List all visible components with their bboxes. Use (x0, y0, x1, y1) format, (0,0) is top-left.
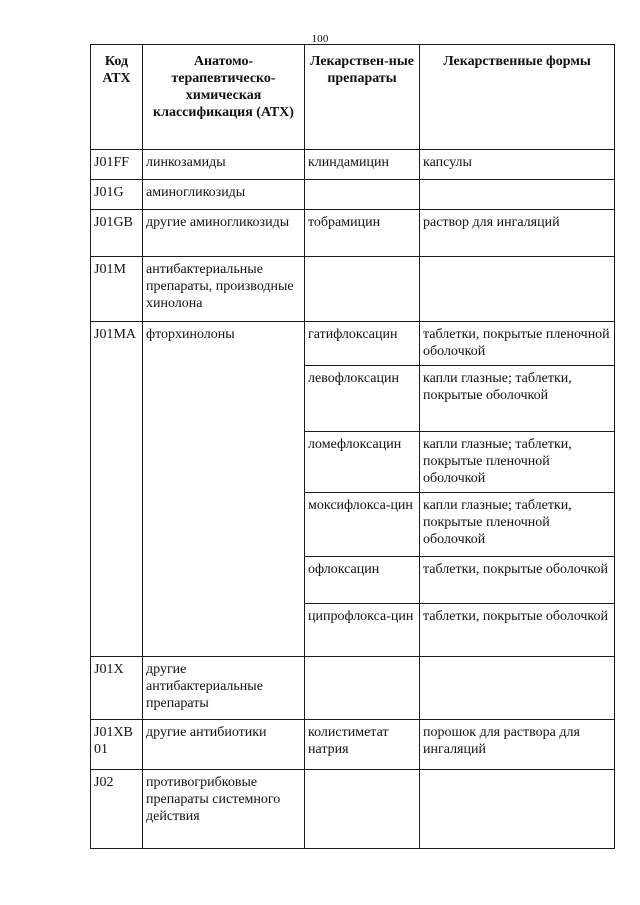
drug-form: таблетки, покрытые оболочкой (420, 557, 615, 604)
header-classification: Анатомо-терапевтическо-химическая классификация (АТХ) (143, 45, 305, 150)
drug-form: раствор для ингаляций (420, 210, 615, 257)
drug-form: капли глазные; таблетки, покрытые пленочной оболочкой (420, 432, 615, 493)
atx-classification: другие антибактериальные препараты (143, 657, 305, 720)
atx-code: J01FF (91, 150, 143, 180)
atx-code: J01M (91, 257, 143, 322)
atx-classification: фторхинолоны (143, 322, 305, 657)
atx-code: J01GB (91, 210, 143, 257)
drug-form-empty (420, 257, 615, 322)
atx-classification: линкозамиды (143, 150, 305, 180)
atx-code: J01G (91, 180, 143, 210)
drug-form-empty (420, 657, 615, 720)
drug-name: ципрофлокса-цин (305, 604, 420, 657)
atx-classification: противогрибковые препараты системного действия (143, 770, 305, 849)
drug-name: тобрамицин (305, 210, 420, 257)
drug-name-empty (305, 257, 420, 322)
drug-name: моксифлокса-цин (305, 493, 420, 557)
drug-name-empty (305, 657, 420, 720)
drug-form: капли глазные; таблетки, покрытые пленочной оболочкой (420, 493, 615, 557)
drug-name: офлоксацин (305, 557, 420, 604)
drug-form: порошок для раствора для ингаляций (420, 720, 615, 770)
atx-classification: другие антибиотики (143, 720, 305, 770)
drug-name-empty (305, 180, 420, 210)
drug-name: левофлоксацин (305, 366, 420, 432)
table-row (91, 150, 615, 180)
header-forms: Лекарственные формы (420, 45, 615, 150)
atx-classification: другие аминогликозиды (143, 210, 305, 257)
drug-form-empty (420, 180, 615, 210)
table-row (91, 257, 615, 322)
drug-name: клиндамицин (305, 150, 420, 180)
atx-drug-table (90, 44, 615, 849)
table-row (91, 180, 615, 210)
drug-name: гатифлоксацин (305, 322, 420, 366)
drug-form: капсулы (420, 150, 615, 180)
table-header-row (91, 45, 615, 150)
page-number: 100 (311, 33, 329, 45)
table-row (91, 770, 615, 849)
drug-form: таблетки, покрытые оболочкой (420, 604, 615, 657)
drug-form-empty (420, 770, 615, 849)
table-row (91, 720, 615, 770)
atx-code: J02 (91, 770, 143, 849)
table-row (91, 210, 615, 257)
atx-code: J01XB01 (91, 720, 143, 770)
atx-classification: аминогликозиды (143, 180, 305, 210)
drug-form: капли глазные; таблетки, покрытые оболочкой (420, 366, 615, 432)
drug-name: ломефлоксацин (305, 432, 420, 493)
atx-classification: антибактериальные препараты, производные хинолона (143, 257, 305, 322)
atx-code: J01MA (91, 322, 143, 657)
table-row (91, 322, 615, 366)
drug-form: таблетки, покрытые пленочной оболочкой (420, 322, 615, 366)
drug-name: колистиметат натрия (305, 720, 420, 770)
drug-name-empty (305, 770, 420, 849)
atx-code: J01X (91, 657, 143, 720)
header-drugs: Лекарствен-ные препараты (305, 45, 420, 150)
table-row (91, 657, 615, 720)
header-code: Код АТХ (91, 45, 143, 150)
